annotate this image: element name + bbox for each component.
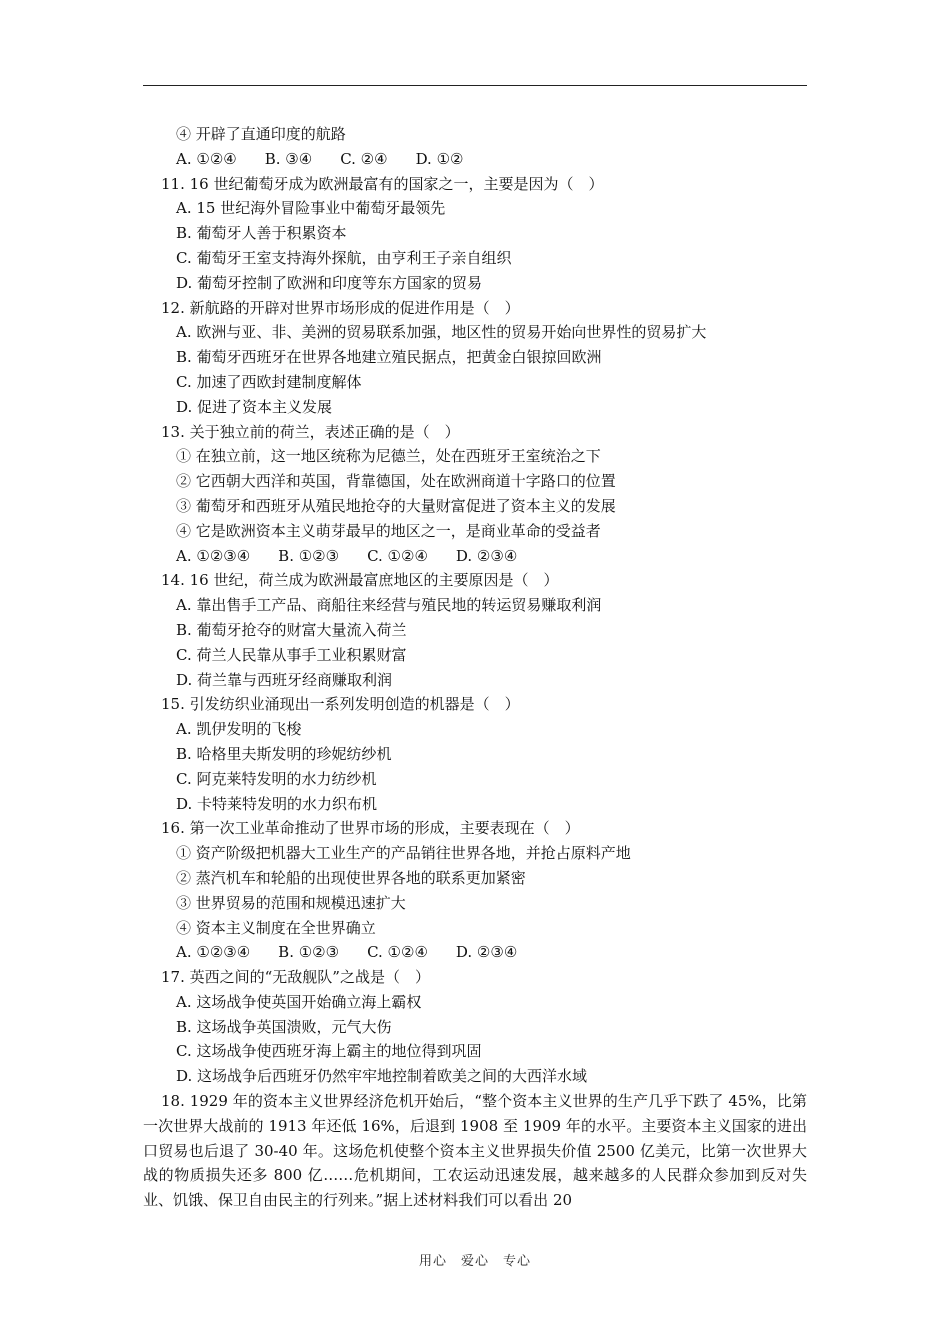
q13-option-b: B. ①②③ <box>278 546 340 565</box>
q15-option-b: B. 哈格里夫斯发明的珍妮纺纱机 <box>176 744 392 763</box>
q13-statement-4: ④ 它是欧洲资本主义萌芽最早的地区之一，是商业革命的受益者 <box>176 521 601 540</box>
q16-statement-1: ① 资产阶级把机器大工业生产的产品销往世界各地，并抢占原料产地 <box>176 844 631 863</box>
q12-option-c: C. 加速了西欧封建制度解体 <box>176 372 362 391</box>
header-rule <box>143 85 807 86</box>
q13-options <box>143 544 807 569</box>
q16-statement-2: ② 蒸汽机车和轮船的出现使世界各地的联系更加紧密 <box>176 868 526 887</box>
q13-option-d: D. ②③④ <box>455 546 518 565</box>
q16-option-c: C. ①②④ <box>367 943 428 962</box>
q16-option-b: B. ①②③ <box>278 943 340 962</box>
q18-paragraph: 18. 1929 年的资本主义世界经济危机开始后，“整个资本主义世界的生产几乎下跌了 45%，比第一次世界大战前的 1913 年还低 16%，后退到 1908 至 1909 年的水平。主要资本主义国家的进出口贸易也后退了 30-40 年。这场危机使整个资本主义世界损失价值 2500 亿美元，比第一次世界大战的物质损失还多 800 亿……危机期间，工农运动迅速发展，越来越多的人民群众参加到反对失业、饥饿、保卫自由民主的行列来。”据上述材料我们可以看出 20 <box>143 1092 807 1210</box>
q17-option-c: C. 这场战争使西班牙海上霸主的地位得到巩固 <box>176 1042 482 1061</box>
q13-option-c: C. ①②④ <box>367 546 428 565</box>
q14-option-b: B. 葡萄牙抢夺的财富大量流入荷兰 <box>176 620 407 639</box>
q12-option-b: B. 葡萄牙西班牙在世界各地建立殖民据点，把黄金白银掠回欧洲 <box>176 348 602 367</box>
q14-option-a: A. 靠出售手工产品、商船往来经营与殖民地的转运贸易赚取利润 <box>176 596 602 615</box>
document-body <box>143 122 807 1213</box>
q13-statement-2: ② 它西朝大西洋和英国，背靠德国，处在欧洲商道十字路口的位置 <box>176 472 616 491</box>
q15-stem: 15. 引发纺织业涌现出一系列发明创造的机器是（ ） <box>161 695 520 714</box>
q17-option-d: D. 这场战争后西班牙仍然牢牢地控制着欧美之间的大西洋水域 <box>176 1067 588 1086</box>
q17-option-b: B. 这场战争英国溃败，元气大伤 <box>176 1017 392 1036</box>
q11-option-a: A. 15 世纪海外冒险事业中葡萄牙最领先 <box>176 199 446 218</box>
q11-option-c: C. 葡萄牙王室支持海外探航，由亨利王子亲自组织 <box>176 248 512 267</box>
page-footer: 用心 爱心 专心 <box>418 1254 531 1269</box>
q12-option-d: D. 促进了资本主义发展 <box>176 397 333 416</box>
q10-statement-4: ④ 开辟了直通印度的航路 <box>176 125 346 143</box>
q11-option-d: D. 葡萄牙控制了欧洲和印度等东方国家的贸易 <box>176 273 483 292</box>
q16-options <box>143 940 807 965</box>
q11-option-b: B. 葡萄牙人善于积累资本 <box>176 224 347 243</box>
q10-options <box>143 147 807 172</box>
q15-option-d: D. 卡特莱特发明的水力织布机 <box>176 794 378 813</box>
q15-option-a: A. 凯伊发明的飞梭 <box>176 720 302 739</box>
q16-statement-4: ④ 资本主义制度在全世界确立 <box>176 918 376 937</box>
q10-option-b: B. ③④ <box>264 149 313 168</box>
q16-statement-3: ③ 世界贸易的范围和规模迅速扩大 <box>176 893 406 912</box>
q13-statement-1: ① 在独立前，这一地区统称为尼德兰，处在西班牙王室统治之下 <box>176 447 601 466</box>
q11-stem: 11. 16 世纪葡萄牙成为欧洲最富有的国家之一，主要是因为（ ） <box>161 174 604 193</box>
q12-stem: 12. 新航路的开辟对世界市场形成的促进作用是（ ） <box>161 298 520 317</box>
q17-stem: 17. 英西之间的“无敌舰队”之战是（ ） <box>161 968 430 987</box>
q16-option-d: D. ②③④ <box>455 943 518 962</box>
q13-statement-3: ③ 葡萄牙和西班牙从殖民地抢夺的大量财富促进了资本主义的发展 <box>176 496 616 515</box>
q14-option-c: C. 荷兰人民靠从事手工业积累财富 <box>176 645 407 664</box>
q13-stem: 13. 关于独立前的荷兰，表述正确的是（ ） <box>161 422 460 441</box>
q12-option-a: A. 欧洲与亚、非、美洲的贸易联系加强，地区性的贸易开始向世界性的贸易扩大 <box>176 323 707 342</box>
q16-option-a: A. ①②③④ <box>176 943 251 962</box>
q13-option-a: A. ①②③④ <box>176 546 251 565</box>
q17-option-a: A. 这场战争使英国开始确立海上霸权 <box>176 992 422 1011</box>
q15-option-c: C. 阿克莱特发明的水力纺纱机 <box>176 769 377 788</box>
q16-stem: 16. 第一次工业革命推动了世界市场的形成，主要表现在（ ） <box>161 819 580 838</box>
q14-stem: 14. 16 世纪，荷兰成为欧洲最富庶地区的主要原因是（ ） <box>161 571 559 590</box>
q10-option-a: A. ①②④ <box>176 149 237 168</box>
q10-option-d: D. ①② <box>415 149 464 168</box>
q14-option-d: D. 荷兰靠与西班牙经商赚取利润 <box>176 670 393 689</box>
q10-option-c: C. ②④ <box>340 149 388 168</box>
